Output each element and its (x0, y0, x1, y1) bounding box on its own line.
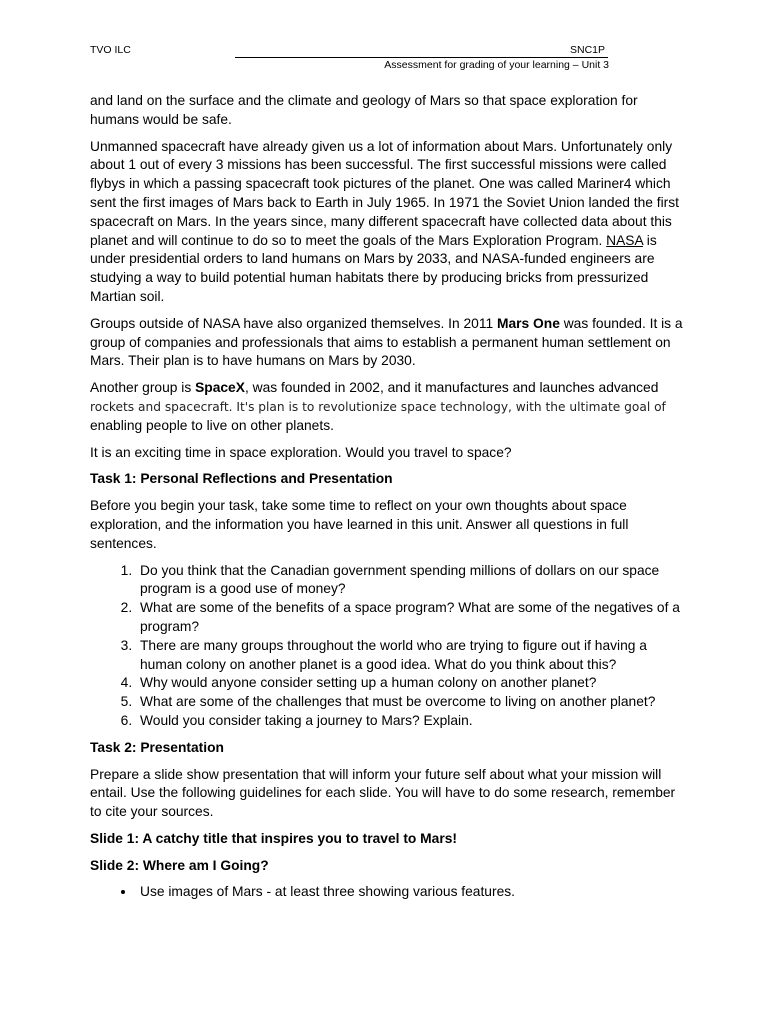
list-item: 6. Would you consider taking a journey to Mars? Explain. (136, 712, 690, 731)
header-rule (235, 57, 608, 58)
paragraph-text: Unmanned spacecraft have already given us a lot of information about Mars. Unfortunately only about 1 out of every 3 missions has been successful. The first successful missions were called flybys in which a passing spacecraft took pictures of the planet. One was called Mariner4 which sent the first images of Mars back to Earth in July 1965. In 1971 the Soviet Union landed the first spacecraft on Mars. In the years since, many different spacecraft have collected data about this planet and will continue to do so to meet the goals of the Mars Exploration Program. (90, 138, 679, 248)
document-body (90, 92, 690, 902)
spacex-bold: SpaceX (195, 380, 245, 396)
list-item: • Use images of Mars - at least three showing various features. (136, 883, 690, 902)
mars-one-bold: Mars One (497, 315, 560, 331)
paragraph-exciting-time: It is an exciting time in space exploration. Would you travel to space? (90, 444, 512, 460)
paragraph-text: , was founded in 2002, and it manufactures and launches advanced (244, 380, 659, 396)
list-item: 1. Do you think that the Canadian government spending millions of dollars on our space program is a good use of money? (136, 562, 690, 600)
header-left: TVO ILC (90, 44, 131, 56)
paragraph-text: Groups outside of NASA have also organized themselves. In 2011 (90, 315, 497, 331)
paragraph-text: was founded. It is a group of companies and professionals that aims to establish a permanent human settlement on Mars. Their plan is to have humans on Mars by 2030. (90, 315, 683, 369)
paragraph-text-alt-font: rockets and spacecraft. It's plan is to revolutionize space technology, with the ultimate goal of (90, 399, 666, 414)
slide2-bullets (90, 883, 690, 902)
nasa-link[interactable]: NASA (606, 232, 643, 248)
task2-intro: Prepare a slide show presentation that will inform your future self about what your mission will entail. Use the following guidelines for each slide. You will have to do some research, remember to cite your sources. (90, 766, 676, 820)
paragraph-spacex (90, 379, 690, 435)
list-item: 4. Why would anyone consider setting up a human colony on another planet? (136, 674, 690, 693)
paragraph-text: enabling people to live on other planets. (90, 417, 334, 433)
paragraph-text: Another group is (90, 380, 196, 396)
task1-heading: Task 1: Personal Reflections and Presentation (90, 471, 393, 487)
paragraph-mars-one (90, 315, 690, 371)
paragraph-continuation: and land on the surface and the climate and geology of Mars so that space exploration for humans would be safe. (90, 93, 638, 127)
list-item: 3. There are many groups throughout the world who are trying to figure out if having a human colony on another planet is a good idea. What do you think about this? (136, 637, 690, 675)
header-course: SNC1P (570, 44, 606, 56)
task2-heading: Task 2: Presentation (90, 739, 224, 755)
list-item: 5. What are some of the challenges that must be overcome to living on another planet? (136, 693, 690, 712)
paragraph-unmanned-spacecraft (90, 138, 690, 307)
paragraph-text: is under presidential orders to land humans on Mars by 2033, and NASA-funded engineers are studying a way to build potential human habitats there by producing bricks from pressurized Martian soil. (90, 232, 657, 304)
reflection-questions-list (90, 562, 690, 731)
list-item: 2. What are some of the benefits of a space program? What are some of the negatives of a program? (136, 599, 690, 637)
header-subtitle: Assessment for grading of your learning – Unit 3 (384, 59, 609, 71)
slide2-heading: Slide 2: Where am I Going? (90, 857, 269, 873)
slide1-heading: Slide 1: A catchy title that inspires you to travel to Mars! (90, 830, 457, 846)
task1-intro: Before you begin your task, take some time to reflect on your own thoughts about space exploration, and the information you have learned in this unit. Answer all questions in full sentences. (90, 498, 629, 551)
